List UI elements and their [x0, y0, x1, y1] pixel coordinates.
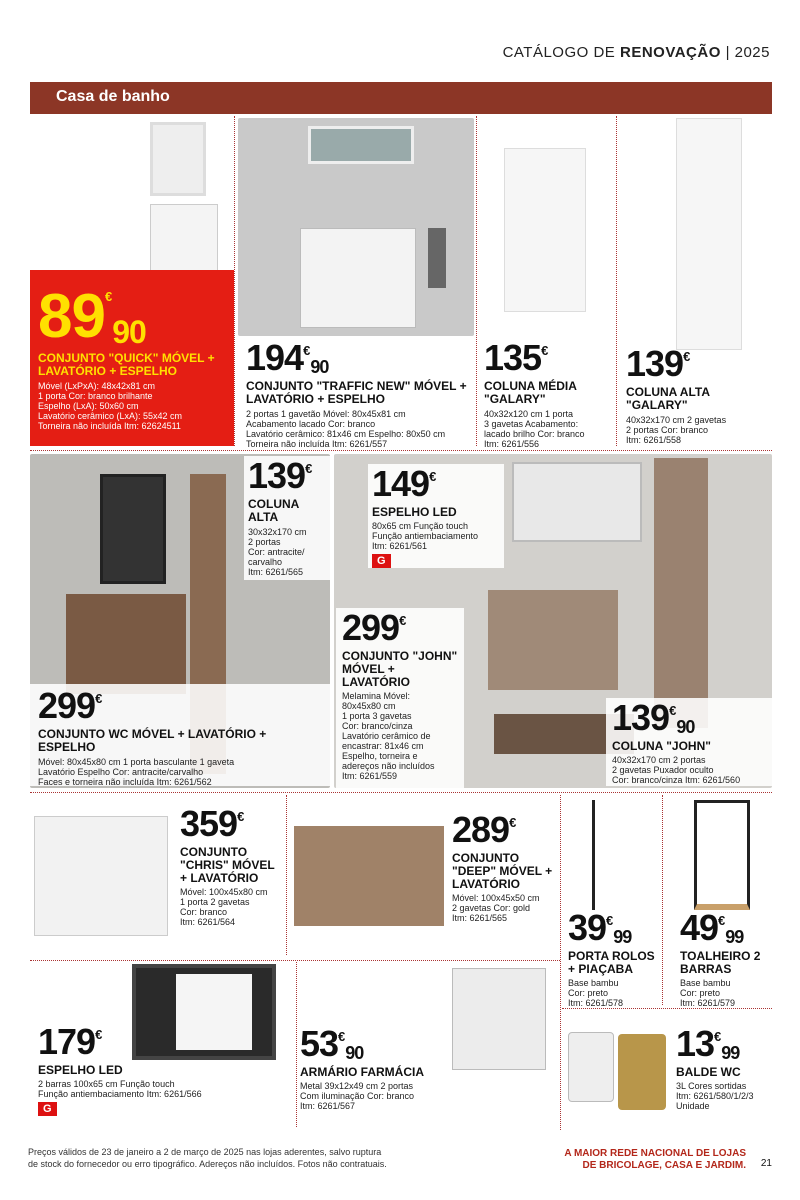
galary-alta-info: 139€ COLUNA ALTA "GALARY" 40x32x170 cm 2 gavetas 2 portas Cor: branco Itm: 6261/558 [626, 346, 766, 445]
espelho-led2-price: 179€ [38, 1021, 102, 1062]
wc-price: 299€ [38, 685, 102, 726]
farmacia-info: 53€90 ARMÁRIO FARMÁCIA Metal 39x12x49 cm 2 portas Com iluminação Cor: branco Itm: 6261/567 [300, 1026, 470, 1111]
catalog-header: CATÁLOGO DE RENOVAÇÃO | 2025 [502, 44, 770, 61]
divider [286, 795, 287, 955]
slogan: A MAIOR REDE NACIONAL DE LOJAS DE BRICOLAGE, CASA E JARDIM. [564, 1148, 746, 1171]
coluna-alta-info: 139€ COLUNA ALTA 30x32x170 cm 2 portas Cor: antracite/ carvalho Itm: 6261/565 [244, 456, 330, 580]
coluna-john-info: 139€90 COLUNA "JOHN" 40x32x170 cm 2 portas 2 gavetas Puxador oculto Cor: branco/cinza Itm: 6261/560 [606, 698, 772, 786]
quick-photo [30, 116, 234, 272]
chris-info: 359€ CONJUNTO "CHRIS" MÓVEL + LAVATÓRIO Móvel: 100x45x80 cm 1 porta 2 gavetas Cor: branco Itm: 6261/564 [180, 806, 284, 927]
quick-title: CONJUNTO "QUICK" MÓVEL + LAVATÓRIO + ESPELHO [38, 351, 215, 378]
toalheiro-price: 49€99 [680, 907, 744, 948]
deep-price: 289€ [452, 809, 516, 850]
badge-g: G [372, 554, 391, 568]
rolos-info: 39€99 PORTA ROLOS + PIAÇABA Base bambu Cor: preto Itm: 6261/578 [568, 910, 662, 1008]
chris-photo [34, 816, 168, 936]
divider [562, 1008, 772, 1009]
legal-footer: Preços válidos de 23 de janeiro a 2 de março de 2025 nas lojas aderentes, salvo ruptura de stock do fornecedor ou erro tipográfico. Adereços não incluídos. Fotos não contratuais. [28, 1147, 387, 1169]
section-band: Casa de banho [30, 82, 772, 114]
badge-g: G [38, 1102, 57, 1116]
divider [296, 962, 297, 1127]
coluna-alta-price: 139€ [248, 455, 312, 496]
deep-photo [294, 826, 444, 926]
divider [616, 116, 617, 446]
divider [234, 116, 235, 446]
galary-media-price: 135€ [484, 337, 548, 378]
quick-price: 89€90 [38, 282, 146, 351]
galary-media-photo [504, 148, 586, 312]
coluna-john-price: 139€90 [612, 697, 695, 738]
toalheiro-photo [694, 800, 750, 910]
quick-offer [30, 270, 234, 446]
traffic-price: 194€90 [246, 337, 329, 378]
espelho-led1-info: 149€ ESPELHO LED 80x65 cm Função touch Função antiembaciamento Itm: 6261/561 G [368, 464, 504, 568]
rolos-price: 39€99 [568, 907, 632, 948]
divider [560, 795, 561, 1130]
john-price: 299€ [342, 607, 406, 648]
divider [662, 795, 663, 1005]
balde-photo-gold [618, 1034, 666, 1110]
divider [30, 960, 560, 961]
galary-alta-photo [676, 118, 742, 350]
traffic-info: 194€90 CONJUNTO "TRAFFIC NEW" MÓVEL + LAVATÓRIO + ESPELHO 2 portas 1 gavetão Móvel: 80x45x81 cm Acabamento lacado Cor: branco Lavatório cerâmico: 81x46 cm Espelho: 80x50 cm Torneira não incluída Itm: 6261/557 [246, 340, 472, 449]
deep-info: 289€ CONJUNTO "DEEP" MÓVEL + LAVATÓRIO Móvel: 100x45x50 cm 2 gavetas Cor: gold Itm: 6261/565 [452, 812, 558, 923]
page-number: 21 [760, 1158, 772, 1169]
john-info: 299€ CONJUNTO "JOHN" MÓVEL + LAVATÓRIO Melamina Móvel: 80x45x80 cm 1 porta 3 gavetas Cor: branco/cinza Lavatório cerâmico de encastrar: 81x46 cm Espelho, torneira e adereços não incluídos Itm: 6261/559 [336, 608, 464, 788]
espelho-led2-info: 179€ ESPELHO LED 2 barras 100x65 cm Função touch Função antiembaciamento Itm: 6261/566 G [38, 1024, 288, 1117]
quick-details: Móvel (LxPxA): 48x42x81 cm 1 porta Cor: branco brilhante Espelho (LxA): 50x60 cm Lavatório cerâmico (LxA): 55x42 cm Torneira não incluída Itm: 62624511 [38, 381, 183, 431]
balde-price: 13€99 [676, 1023, 740, 1064]
wc-info: 299€ CONJUNTO WC MÓVEL + LAVATÓRIO + ESPELHO Móvel: 80x45x80 cm 1 porta basculante 1 gaveta Lavatório Espelho Cor: antracite/carvalho Faces e torneira não incluída Itm: 6261/562 [30, 684, 330, 786]
divider [476, 116, 477, 446]
galary-alta-price: 139€ [626, 343, 690, 384]
toalheiro-info: 49€99 TOALHEIRO 2 BARRAS Base bambu Cor: preto Itm: 6261/579 [680, 910, 772, 1008]
traffic-photo [238, 118, 474, 336]
galary-media-info: 135€ COLUNA MÉDIA "GALARY" 40x32x120 cm 1 porta 3 gavetas Acabamento: lacado brilho Cor: branco Itm: 6261/556 [484, 340, 614, 449]
rolos-photo [592, 800, 628, 910]
divider [30, 792, 772, 793]
farmacia-price: 53€90 [300, 1023, 364, 1064]
chris-price: 359€ [180, 803, 244, 844]
divider [30, 450, 772, 451]
balde-photo-white [568, 1032, 614, 1102]
balde-info: 13€99 BALDE WC 3L Cores sortidas Itm: 6261/580/1/2/3 Unidade [676, 1026, 772, 1111]
espelho-led1-price: 149€ [372, 463, 436, 504]
